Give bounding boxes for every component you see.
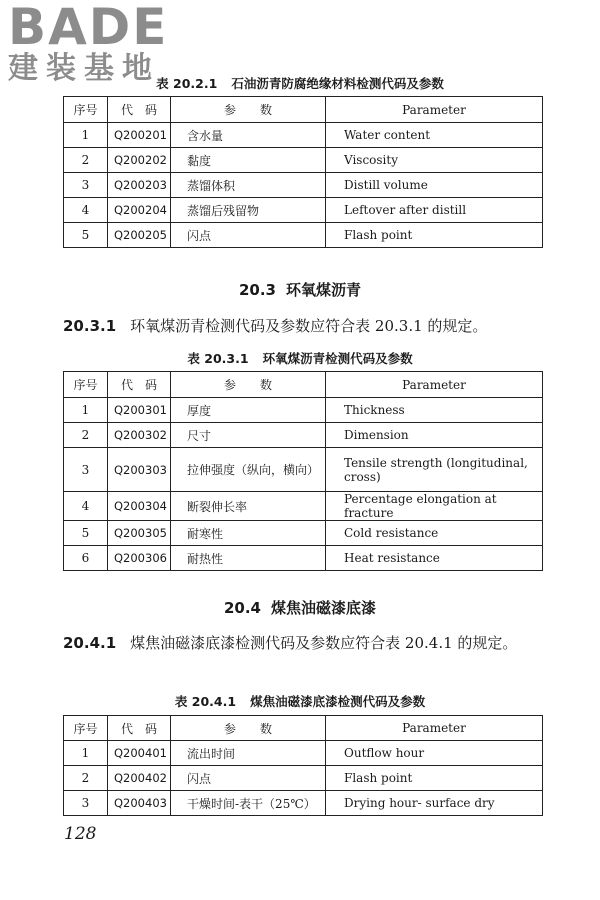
section-title: 煤焦油磁漆底漆 [271, 599, 377, 617]
logo-brand: BADE [8, 0, 169, 56]
table2-number: 表 20.3.1 [187, 351, 249, 366]
section-number: 20.3 [238, 281, 276, 299]
cell-no: 1 [64, 123, 108, 148]
table3-number: 表 20.4.1 [174, 694, 237, 709]
header-param: 参 数 [171, 716, 326, 741]
table2-title: 环氧煤沥青检测代码及参数 [262, 351, 413, 366]
table-header-row [64, 716, 543, 741]
cell-param: 断裂伸长率 [171, 492, 326, 521]
cell-code: Q200402 [108, 766, 171, 791]
paragraph [63, 313, 545, 339]
table-row [64, 148, 543, 173]
cell-parameter: Flash point [326, 223, 543, 248]
table2-caption [0, 349, 600, 367]
table-row [64, 448, 543, 492]
cell-no: 3 [64, 173, 108, 198]
header-code: 代 码 [108, 372, 171, 398]
cell-parameter: Dimension [326, 423, 543, 448]
cell-code: Q200301 [108, 398, 171, 423]
cell-parameter: Percentage elongation at fracture [326, 492, 543, 521]
cell-code: Q200306 [108, 546, 171, 571]
cell-param: 含水量 [171, 123, 326, 148]
cell-code: Q200403 [108, 791, 171, 816]
cell-param: 黏度 [171, 148, 326, 173]
cell-code: Q200201 [108, 123, 171, 148]
cell-no: 3 [64, 791, 108, 816]
cell-code: Q200304 [108, 492, 171, 521]
header-parameter: Parameter [326, 372, 543, 398]
cell-code: Q200302 [108, 423, 171, 448]
table-row [64, 492, 543, 521]
cell-no: 5 [64, 223, 108, 248]
table-row [64, 123, 543, 148]
table1-number: 表 20.2.1 [156, 76, 218, 91]
clause-number: 20.4.1 [63, 634, 117, 652]
cell-code: Q200203 [108, 173, 171, 198]
clause-number: 20.3.1 [63, 317, 117, 335]
header-code: 代 码 [108, 716, 171, 741]
table-row [64, 398, 543, 423]
cell-param: 耐热性 [171, 546, 326, 571]
cell-no: 2 [64, 423, 108, 448]
cell-parameter: Tensile strength (longitudinal, cross) [326, 448, 543, 492]
table-row [64, 766, 543, 791]
cell-no: 3 [64, 448, 108, 492]
cell-param: 流出时间 [171, 741, 326, 766]
cell-code: Q200205 [108, 223, 171, 248]
table-header-row [64, 372, 543, 398]
cell-code: Q200204 [108, 198, 171, 223]
cell-param: 耐寒性 [171, 521, 326, 546]
cell-code: Q200303 [108, 448, 171, 492]
header-parameter: Parameter [326, 97, 543, 123]
table-row [64, 173, 543, 198]
header-no: 序号 [64, 716, 108, 741]
cell-parameter: Heat resistance [326, 546, 543, 571]
page-number: 128 [64, 824, 97, 844]
cell-parameter: Outflow hour [326, 741, 543, 766]
cell-no: 1 [64, 741, 108, 766]
table-row [64, 741, 543, 766]
table3 [63, 715, 543, 816]
table-row [64, 791, 543, 816]
cell-parameter: Drying hour- surface dry [326, 791, 543, 816]
cell-parameter: Viscosity [326, 148, 543, 173]
section-heading [0, 597, 600, 618]
cell-no: 4 [64, 198, 108, 223]
cell-param: 蒸馏后残留物 [171, 198, 326, 223]
table3-caption [0, 692, 600, 710]
section-title: 环氧煤沥青 [286, 281, 362, 299]
cell-param: 闪点 [171, 766, 326, 791]
cell-param: 尺寸 [171, 423, 326, 448]
table1-title: 石油沥青防腐绝缘材料检测代码及参数 [231, 76, 444, 91]
cell-parameter: Flash point [326, 766, 543, 791]
section-heading [0, 279, 600, 300]
header-code: 代 码 [108, 97, 171, 123]
cell-param: 拉伸强度（纵向，横向） [171, 448, 326, 492]
cell-param: 干燥时间-表干（25℃） [171, 791, 326, 816]
table-row [64, 423, 543, 448]
table1 [63, 96, 543, 248]
cell-parameter: Cold resistance [326, 521, 543, 546]
table-header-row [64, 97, 543, 123]
paragraph [63, 630, 545, 656]
cell-parameter: Water content [326, 123, 543, 148]
cell-code: Q200401 [108, 741, 171, 766]
table3-title: 煤焦油磁漆底漆检测代码及参数 [250, 694, 426, 709]
cell-no: 1 [64, 398, 108, 423]
logo-subtitle: 建装基地 [8, 51, 160, 86]
header-no: 序号 [64, 372, 108, 398]
cell-parameter: Thickness [326, 398, 543, 423]
table2 [63, 371, 543, 571]
cell-parameter: Distill volume [326, 173, 543, 198]
header-parameter: Parameter [326, 716, 543, 741]
cell-param: 蒸馏体积 [171, 173, 326, 198]
cell-code: Q200305 [108, 521, 171, 546]
cell-no: 6 [64, 546, 108, 571]
header-no: 序号 [64, 97, 108, 123]
paragraph-text: 环氧煤沥青检测代码及参数应符合表 20.3.1 的规定。 [130, 317, 488, 335]
section-number: 20.4 [223, 599, 261, 617]
table-row [64, 198, 543, 223]
cell-no: 5 [64, 521, 108, 546]
table1-caption [0, 74, 600, 92]
table-row [64, 546, 543, 571]
cell-no: 4 [64, 492, 108, 521]
cell-code: Q200202 [108, 148, 171, 173]
cell-param: 厚度 [171, 398, 326, 423]
cell-parameter: Leftover after distill [326, 198, 543, 223]
cell-no: 2 [64, 766, 108, 791]
header-param: 参 数 [171, 97, 326, 123]
paragraph-text: 煤焦油磁漆底漆检测代码及参数应符合表 20.4.1 的规定。 [130, 634, 518, 652]
cell-no: 2 [64, 148, 108, 173]
header-param: 参 数 [171, 372, 326, 398]
cell-param: 闪点 [171, 223, 326, 248]
table-row [64, 521, 543, 546]
table-row [64, 223, 543, 248]
